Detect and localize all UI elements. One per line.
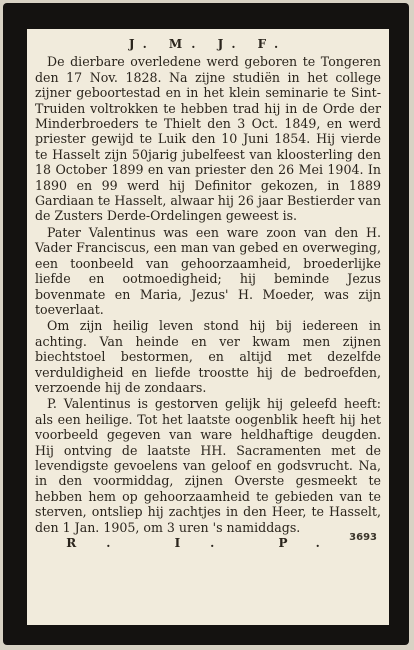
paragraph-character: Pater Valentinus was een ware zoon van den H. Vader Franciscus, een man van gebed en overweging, een toonbeeld van gehoorzaamheid, broederlijke liefde en ootmoedigheid; hij beminde Jezus bovenmate en Maria, Jezus' H. Moeder, was zijn toeverlaat. [35,224,381,317]
paragraph-reputation: Om zijn heilig leven stond hij bij iedereen in achting. Van heinde en ver kwam men zijnen biechtstoel bestormen, en altijd met dezelfde verduldigheid en liefde troostte hij de bedroefden, verzoende hij de zondaars. [35,318,381,395]
card-footer [35,532,381,551]
memorial-card-text-panel [27,29,389,625]
memorial-card-border [3,3,409,645]
card-header: J. M. J. F. [128,37,288,51]
rip-text: R. I. P. [66,536,350,550]
paragraph-biography: De dierbare overledene werd geboren te Tongeren den 17 Nov. 1828. Na zijne studiën in het college zijner geboortestad en in het klein seminarie te Sint-Truiden voltrokken te hebben trad hij in de Orde der Minderbroeders te Thielt den 3 Oct. 1849, en werd priester gewijd te Luik den 10 Juni 1854. Hij vierde te Hasselt zijn 50jarig jubelfeest van kloosterling den 18 October 1899 en van priester den 26 Mei 1904. In 1890 en 99 werd hij Definitor gekozen, in 1889 Gardiaan te Hasselt, alwaar hij 26 jaar Bestierder van de Zusters Derde-Ordelingen geweest is. [35,54,381,224]
card-number: 3693 [349,532,377,543]
paragraph-death: P. Valentinus is gestorven gelijk hij geleefd heeft: als een heilige. Tot het laatste oogenblik heeft hij het voorbeeld gegeven van ware heldhaftige deugden. Hij ontving de laatste HH. Sacramenten met de levendigste gevoelens van geloof en godsvrucht. Na, in den voormiddag, zijnen Overste gesmeekt te hebben hem op gehoorzaamheid te gebieden van te sterven, ontsliep hij zachtjes in den Heer, te Hasselt, den 1 Jan. 1905, om 3 uren 's namiddags. [35,396,381,535]
